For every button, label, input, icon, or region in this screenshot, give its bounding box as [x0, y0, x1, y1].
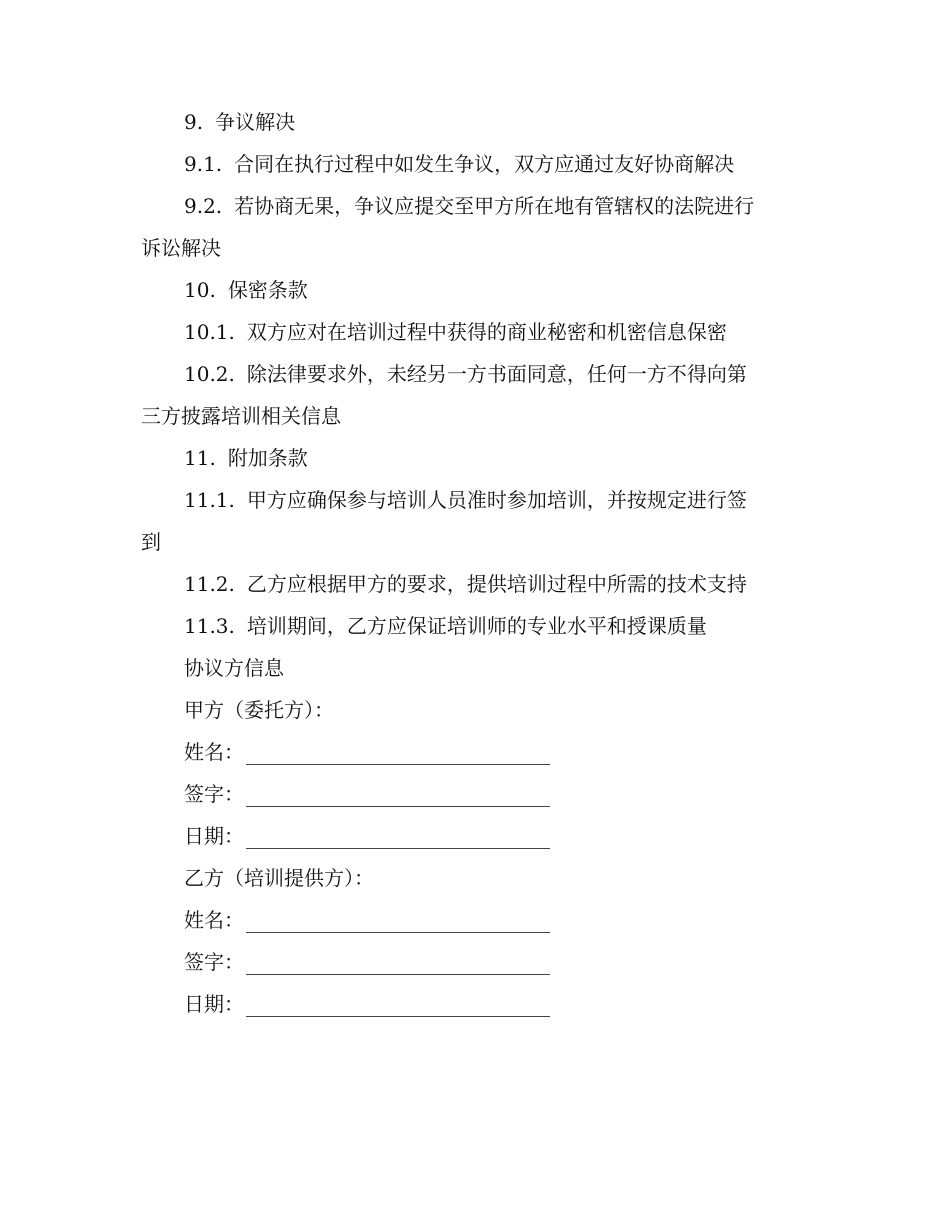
clause-text: 乙方应根据甲方的要求，提供培训过程中所需的技术支持	[246, 572, 747, 596]
name-label: 姓名：	[184, 908, 244, 932]
clause-text: 培训期间，乙方应保证培训师的专业水平和授课质量	[246, 614, 707, 638]
clause-9-2	[141, 185, 806, 227]
clause-number: 11.1.	[184, 488, 235, 512]
clause-text: 合同在执行过程中如发生争议，双方应通过友好协商解决	[234, 152, 735, 176]
clause-number: 11.2.	[184, 572, 235, 596]
party-a-date-field[interactable]	[246, 847, 550, 849]
sign-label: 签字：	[184, 782, 244, 806]
clause-text: 甲方应确保参与培训人员准时参加培训，并按规定进行签	[246, 488, 747, 512]
clause-number: 9.1.	[184, 152, 223, 176]
party-b-name-field[interactable]	[246, 931, 550, 933]
date-label: 日期：	[184, 992, 244, 1016]
clause-number: 11.3.	[184, 614, 235, 638]
section-title: 保密条款	[227, 278, 308, 302]
party-a-date-row	[141, 815, 806, 857]
clause-11-1-continued: 到	[141, 530, 161, 554]
clause-10-2	[141, 353, 806, 395]
clause-9-2-continued: 诉讼解决	[141, 236, 221, 260]
clause-11-2	[141, 563, 806, 605]
clause-number: 9.2.	[184, 194, 223, 218]
sign-label: 签字：	[184, 950, 244, 974]
clause-text: 若协商无果，争议应提交至甲方所在地有管辖权的法院进行	[234, 194, 755, 218]
section-heading-dispute	[141, 101, 806, 143]
section-heading-confidentiality	[141, 269, 806, 311]
party-a-sign-field[interactable]	[246, 805, 550, 807]
party-b-sign-row	[141, 941, 806, 983]
section-number: 10.	[184, 278, 216, 302]
party-b-date-field[interactable]	[246, 1015, 550, 1017]
section-number: 11.	[184, 446, 216, 470]
clause-number: 10.1.	[184, 320, 235, 344]
clause-11-3	[141, 605, 806, 647]
parties-title: 协议方信息	[184, 656, 284, 680]
clause-11-1	[141, 479, 806, 521]
party-a-label: 甲方（委托方）：	[184, 698, 334, 722]
party-b-sign-field[interactable]	[246, 973, 550, 975]
party-b-name-row	[141, 899, 806, 941]
section-title: 附加条款	[227, 446, 308, 470]
clause-text: 除法律要求外，未经另一方书面同意，任何一方不得向第	[246, 362, 747, 386]
party-b-label: 乙方（培训提供方）：	[184, 866, 374, 890]
clause-number: 10.2.	[184, 362, 235, 386]
document-content	[141, 101, 806, 1025]
party-a-sign-row	[141, 773, 806, 815]
clause-9-1	[141, 143, 806, 185]
date-label: 日期：	[184, 824, 244, 848]
party-a-name-field[interactable]	[246, 763, 550, 765]
name-label: 姓名：	[184, 740, 244, 764]
section-number: 9.	[184, 110, 204, 134]
section-heading-additional	[141, 437, 806, 479]
clause-10-2-continued: 三方披露培训相关信息	[141, 404, 341, 428]
clause-text: 双方应对在培训过程中获得的商业秘密和机密信息保密	[246, 320, 727, 344]
party-b-date-row	[141, 983, 806, 1025]
clause-10-1	[141, 311, 806, 353]
party-a-name-row	[141, 731, 806, 773]
section-title: 争议解决	[215, 110, 296, 134]
